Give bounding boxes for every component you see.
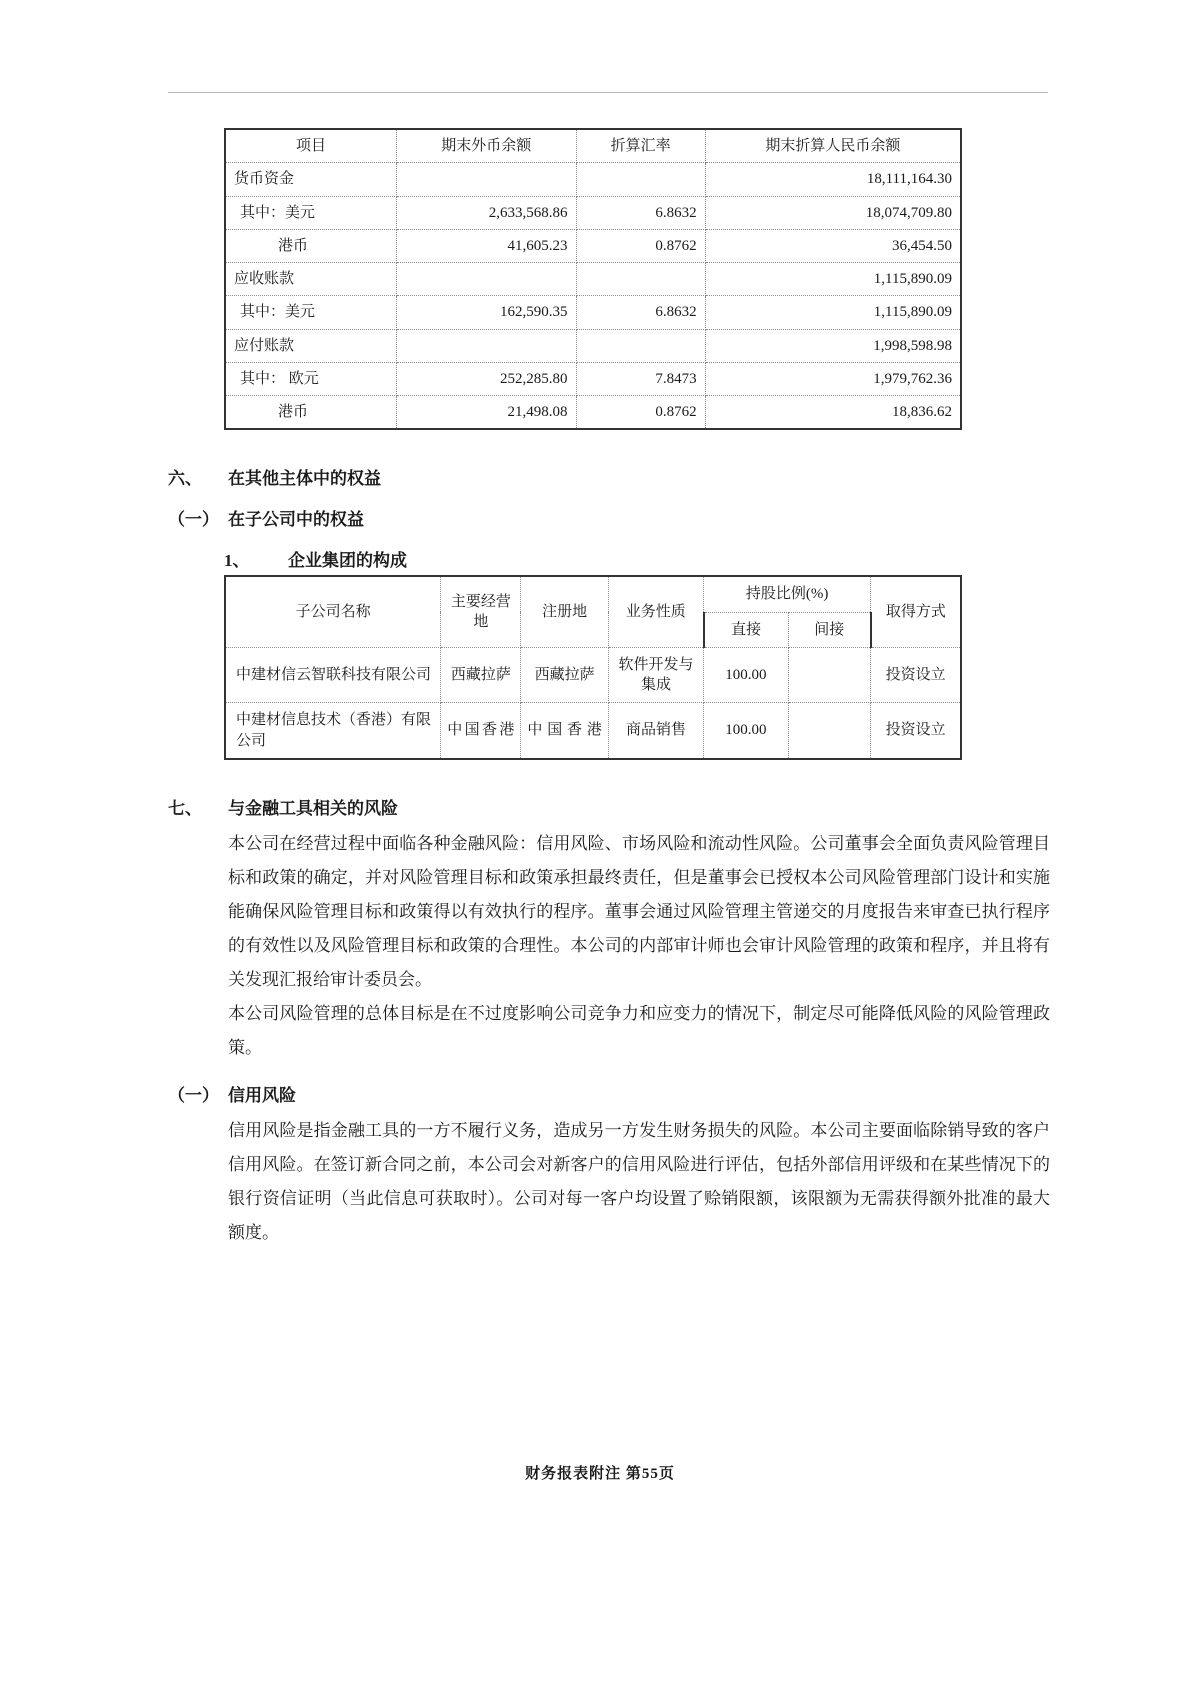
row-rmb-balance: 36,454.50	[705, 229, 961, 262]
row-foreign-balance: 2,633,568.86	[397, 196, 576, 229]
subsidiary-register-place: 中国香港	[521, 703, 608, 759]
subsection-title: 企业集团的构成	[288, 551, 407, 571]
row-rate: 0.8762	[576, 229, 705, 262]
subsection-marker: （一）	[168, 1085, 219, 1105]
column-header-foreign-balance: 期末外币余额	[397, 129, 576, 163]
table-row	[225, 263, 961, 296]
subsidiary-direct-ratio: 100.00	[704, 703, 789, 759]
subsection-heading-six-1-1	[168, 546, 1050, 571]
table-row	[225, 163, 961, 196]
subsidiary-business-nature: 软件开发与集成	[608, 647, 703, 703]
row-item: 其中：美元	[225, 296, 397, 329]
row-rate: 6.8632	[576, 296, 705, 329]
column-header-register-place: 注册地	[521, 576, 608, 647]
row-rate	[576, 163, 705, 196]
foreign-currency-table	[224, 128, 962, 430]
subsection-marker: （一）	[168, 510, 219, 530]
row-rate	[576, 263, 705, 296]
row-rate: 7.8473	[576, 362, 705, 395]
column-header-item: 项目	[225, 129, 397, 163]
section-heading-six	[168, 464, 1050, 489]
paragraph-risk-management-goal: 本公司风险管理的总体目标是在不过度影响公司竞争力和应变力的情况下，制定尽可能降低风险的风险管理政策。	[228, 1003, 1050, 1057]
row-rmb-balance: 1,979,762.36	[705, 362, 961, 395]
column-header-rate: 折算汇率	[576, 129, 705, 163]
page-content	[168, 128, 1050, 1250]
subsection-title: 在子公司中的权益	[228, 510, 364, 530]
subsidiary-business-nature: 商品销售	[608, 703, 703, 759]
header-rule	[168, 92, 1048, 93]
subsidiary-register-place: 西藏拉萨	[521, 647, 608, 703]
subsidiary-indirect-ratio	[788, 703, 870, 759]
section-heading-seven	[168, 794, 1050, 819]
column-header-main-place: 主要经营地	[441, 576, 521, 647]
subsidiaries-table	[224, 575, 962, 760]
subsection-heading-seven-1	[168, 1081, 1050, 1106]
column-header-business-nature: 业务性质	[608, 576, 703, 647]
row-rate: 0.8762	[576, 396, 705, 430]
subsidiary-name: 中建材信云智联科技有限公司	[225, 647, 441, 703]
table-row	[225, 647, 961, 703]
row-item: 应付账款	[225, 329, 397, 362]
section-title: 在其他主体中的权益	[228, 469, 381, 489]
row-item: 应收账款	[225, 263, 397, 296]
table-row	[225, 396, 961, 430]
subsidiary-main-place: 西藏拉萨	[441, 647, 521, 703]
subsidiary-indirect-ratio	[788, 647, 870, 703]
row-rmb-balance: 18,074,709.80	[705, 196, 961, 229]
row-foreign-balance: 41,605.23	[397, 229, 576, 262]
row-foreign-balance	[397, 329, 576, 362]
row-rmb-balance: 1,115,890.09	[705, 263, 961, 296]
paragraph-financial-risk-overview: 本公司在经营过程中面临各种金融风险：信用风险、市场风险和流动性风险。公司董事会全面负责风险管理目标和政策的确定，并对风险管理目标和政策承担最终责任，但是董事会已授权本公司风险管理部门设计和实施能确保风险管理目标和政策得以有效执行的程序。董事会通过风险管理主管递交的月度报告来审查已执行程序的有效性以及风险管理目标和政策的合理性。本公司的内部审计师也会审计风险管理的政策和程序，并且将有关发现汇报给审计委员会。	[228, 833, 1050, 989]
column-header-indirect: 间接	[788, 612, 870, 647]
table-row	[225, 196, 961, 229]
subsidiary-name: 中建材信息技术（香港）有限公司	[225, 703, 441, 759]
row-rate	[576, 329, 705, 362]
table-header-row	[225, 576, 961, 612]
row-rate: 6.8632	[576, 196, 705, 229]
table-row	[225, 229, 961, 262]
section-title: 与金融工具相关的风险	[228, 798, 398, 818]
row-item: 港币	[225, 229, 397, 262]
table-row	[225, 703, 961, 759]
row-foreign-balance	[397, 263, 576, 296]
table-row	[225, 296, 961, 329]
column-header-subsidiary-name: 子公司名称	[225, 576, 441, 647]
subsection-heading-six-1	[168, 505, 1050, 530]
row-foreign-balance	[397, 163, 576, 196]
column-header-holding-ratio: 持股比例(%)	[704, 576, 871, 612]
row-foreign-balance: 252,285.80	[397, 362, 576, 395]
column-header-direct: 直接	[704, 612, 789, 647]
subsidiary-direct-ratio: 100.00	[704, 647, 789, 703]
section-marker: 七、	[168, 798, 202, 818]
paragraph-credit-risk: 信用风险是指金融工具的一方不履行义务，造成另一方发生财务损失的风险。本公司主要面临除销导致的客户信用风险。在签订新合同之前，本公司会对新客户的信用风险进行评估，包括外部信用评级和在某些情况下的银行资信证明（当此信息可获取时）。公司对每一客户均设置了赊销限额，该限额为无需获得额外批准的最大额度。	[228, 1120, 1050, 1242]
table-header-row	[225, 129, 961, 163]
row-rmb-balance: 1,115,890.09	[705, 296, 961, 329]
row-item: 其中： 欧元	[225, 362, 397, 395]
table-row	[225, 329, 961, 362]
row-item: 货币资金	[225, 163, 397, 196]
subsidiary-acquire-method: 投资设立	[871, 703, 961, 759]
subsidiary-main-place: 中国香港	[441, 703, 521, 759]
row-rmb-balance: 18,836.62	[705, 396, 961, 430]
row-rmb-balance: 1,998,598.98	[705, 329, 961, 362]
column-header-rmb-balance: 期末折算人民币余额	[705, 129, 961, 163]
row-foreign-balance: 162,590.35	[397, 296, 576, 329]
column-header-acquire-method: 取得方式	[871, 576, 961, 647]
page-footer: 财务报表附注 第55页	[525, 1466, 675, 1482]
subsection-title: 信用风险	[228, 1085, 296, 1105]
subsection-marker: 1、	[224, 551, 250, 571]
row-item: 其中：美元	[225, 196, 397, 229]
row-foreign-balance: 21,498.08	[397, 396, 576, 430]
row-rmb-balance: 18,111,164.30	[705, 163, 961, 196]
table-row	[225, 362, 961, 395]
row-item: 港币	[225, 396, 397, 430]
section-marker: 六、	[168, 469, 202, 489]
subsidiary-acquire-method: 投资设立	[871, 647, 961, 703]
